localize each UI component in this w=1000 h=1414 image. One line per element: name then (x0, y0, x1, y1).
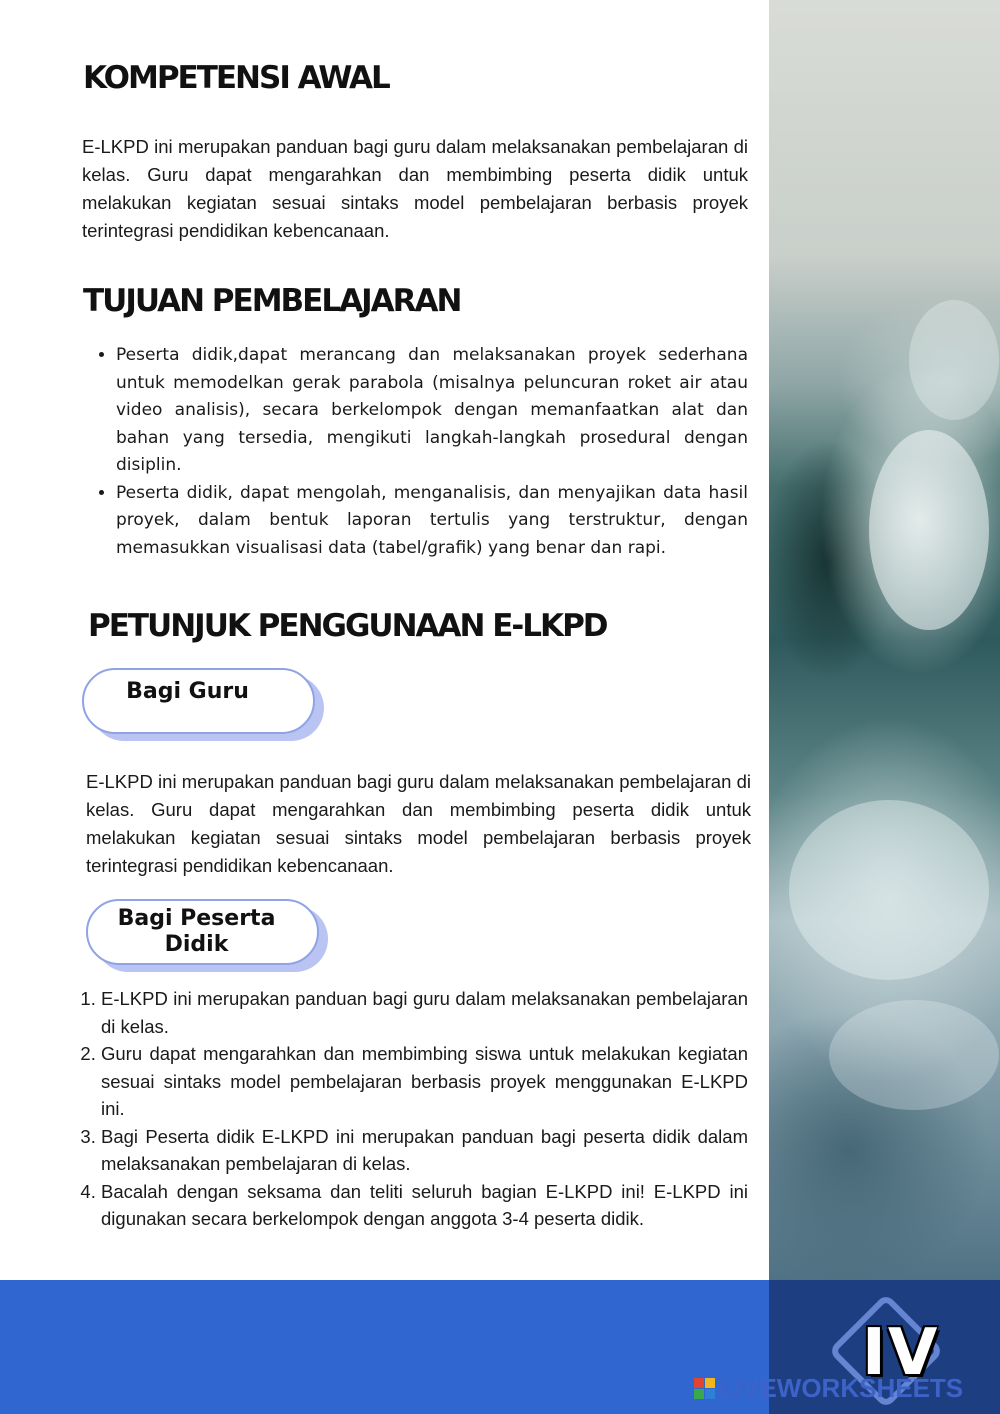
list-item: • Peserta didik,dapat merancang dan melaksanakan proyek sederhana untuk memodelkan gerak parabola (misalnya peluncuran roket air atau video analisis), secara berkelompok dengan memanfaatkan alat dan bahan yang tersedia, mengikuti langkah-langkah prosedural dengan disiplin. (116, 342, 748, 480)
iv-logo: IV (862, 1316, 940, 1390)
bagi-peserta-line1: Bagi Peserta (117, 906, 276, 931)
list-item: • Peserta didik, dapat mengolah, menganalisis, dan menyajikan data hasil proyek, dalam bentuk laporan tertulis yang terstruktur, dengan memasukkan visualisasi data (tabel/grafik) yang benar dan rapi. (116, 480, 748, 563)
list-item: 1. E-LKPD ini merupakan panduan bagi guru dalam melaksanakan pembelajaran di kelas. (101, 985, 748, 1040)
liveworksheets-logo-icon (694, 1378, 715, 1399)
bagi-guru-label (82, 668, 315, 734)
liveworksheets-text: LIVEWORKSHEETS (719, 1372, 964, 1403)
bagi-peserta-didik-label (86, 899, 319, 965)
liveworksheets-brand[interactable] (694, 1372, 964, 1403)
heading-petunjuk-penggunaan: PETUNJUK PENGGUNAAN E-LKPD (88, 608, 607, 644)
heading-kompetensi-awal: KOMPETENSI AWAL (83, 60, 389, 96)
list-item: 3. Bagi Peserta didik E-LKPD ini merupakan panduan bagi peserta didik dalam melaksanakan pembelajaran di kelas. (101, 1123, 748, 1178)
bagi-peserta-line2: Didik (164, 932, 229, 957)
footer-band (0, 1280, 769, 1414)
peserta-steps-list (80, 985, 748, 1233)
tujuan-list (82, 342, 748, 562)
list-item: 4. Bacalah dengan seksama dan teliti seluruh bagian E-LKPD ini! E-LKPD ini digunakan secara berkelompok dengan anggota 3-4 peserta didik. (101, 1178, 748, 1233)
list-item: 2. Guru dapat mengarahkan dan membimbing siswa untuk melakukan kegiatan sesuai sintaks model pembelajaran berbasis proyek menggunakan E-LKPD ini. (101, 1040, 748, 1123)
guru-paragraph: E-LKPD ini merupakan panduan bagi guru dalam melaksanakan pembelajaran di kelas. Guru dapat mengarahkan dan membimbing peserta didik untuk melakukan kegiatan sesuai sintaks model pembelajaran berbasis proyek terintegrasi pendidikan kebencanaan. (86, 771, 751, 876)
bagi-guru-text: Bagi Guru (126, 679, 249, 704)
kompetensi-paragraph: E-LKPD ini merupakan panduan bagi guru dalam melaksanakan pembelajaran di kelas. Guru dapat mengarahkan dan membimbing peserta didik untuk melakukan kegiatan sesuai sintaks model pembelajaran berbasis proyek terintegrasi pendidikan kebencanaan. (82, 136, 748, 241)
ocean-wave-image (769, 0, 1000, 1280)
heading-tujuan-pembelajaran: TUJUAN PEMBELAJARAN (83, 283, 461, 319)
